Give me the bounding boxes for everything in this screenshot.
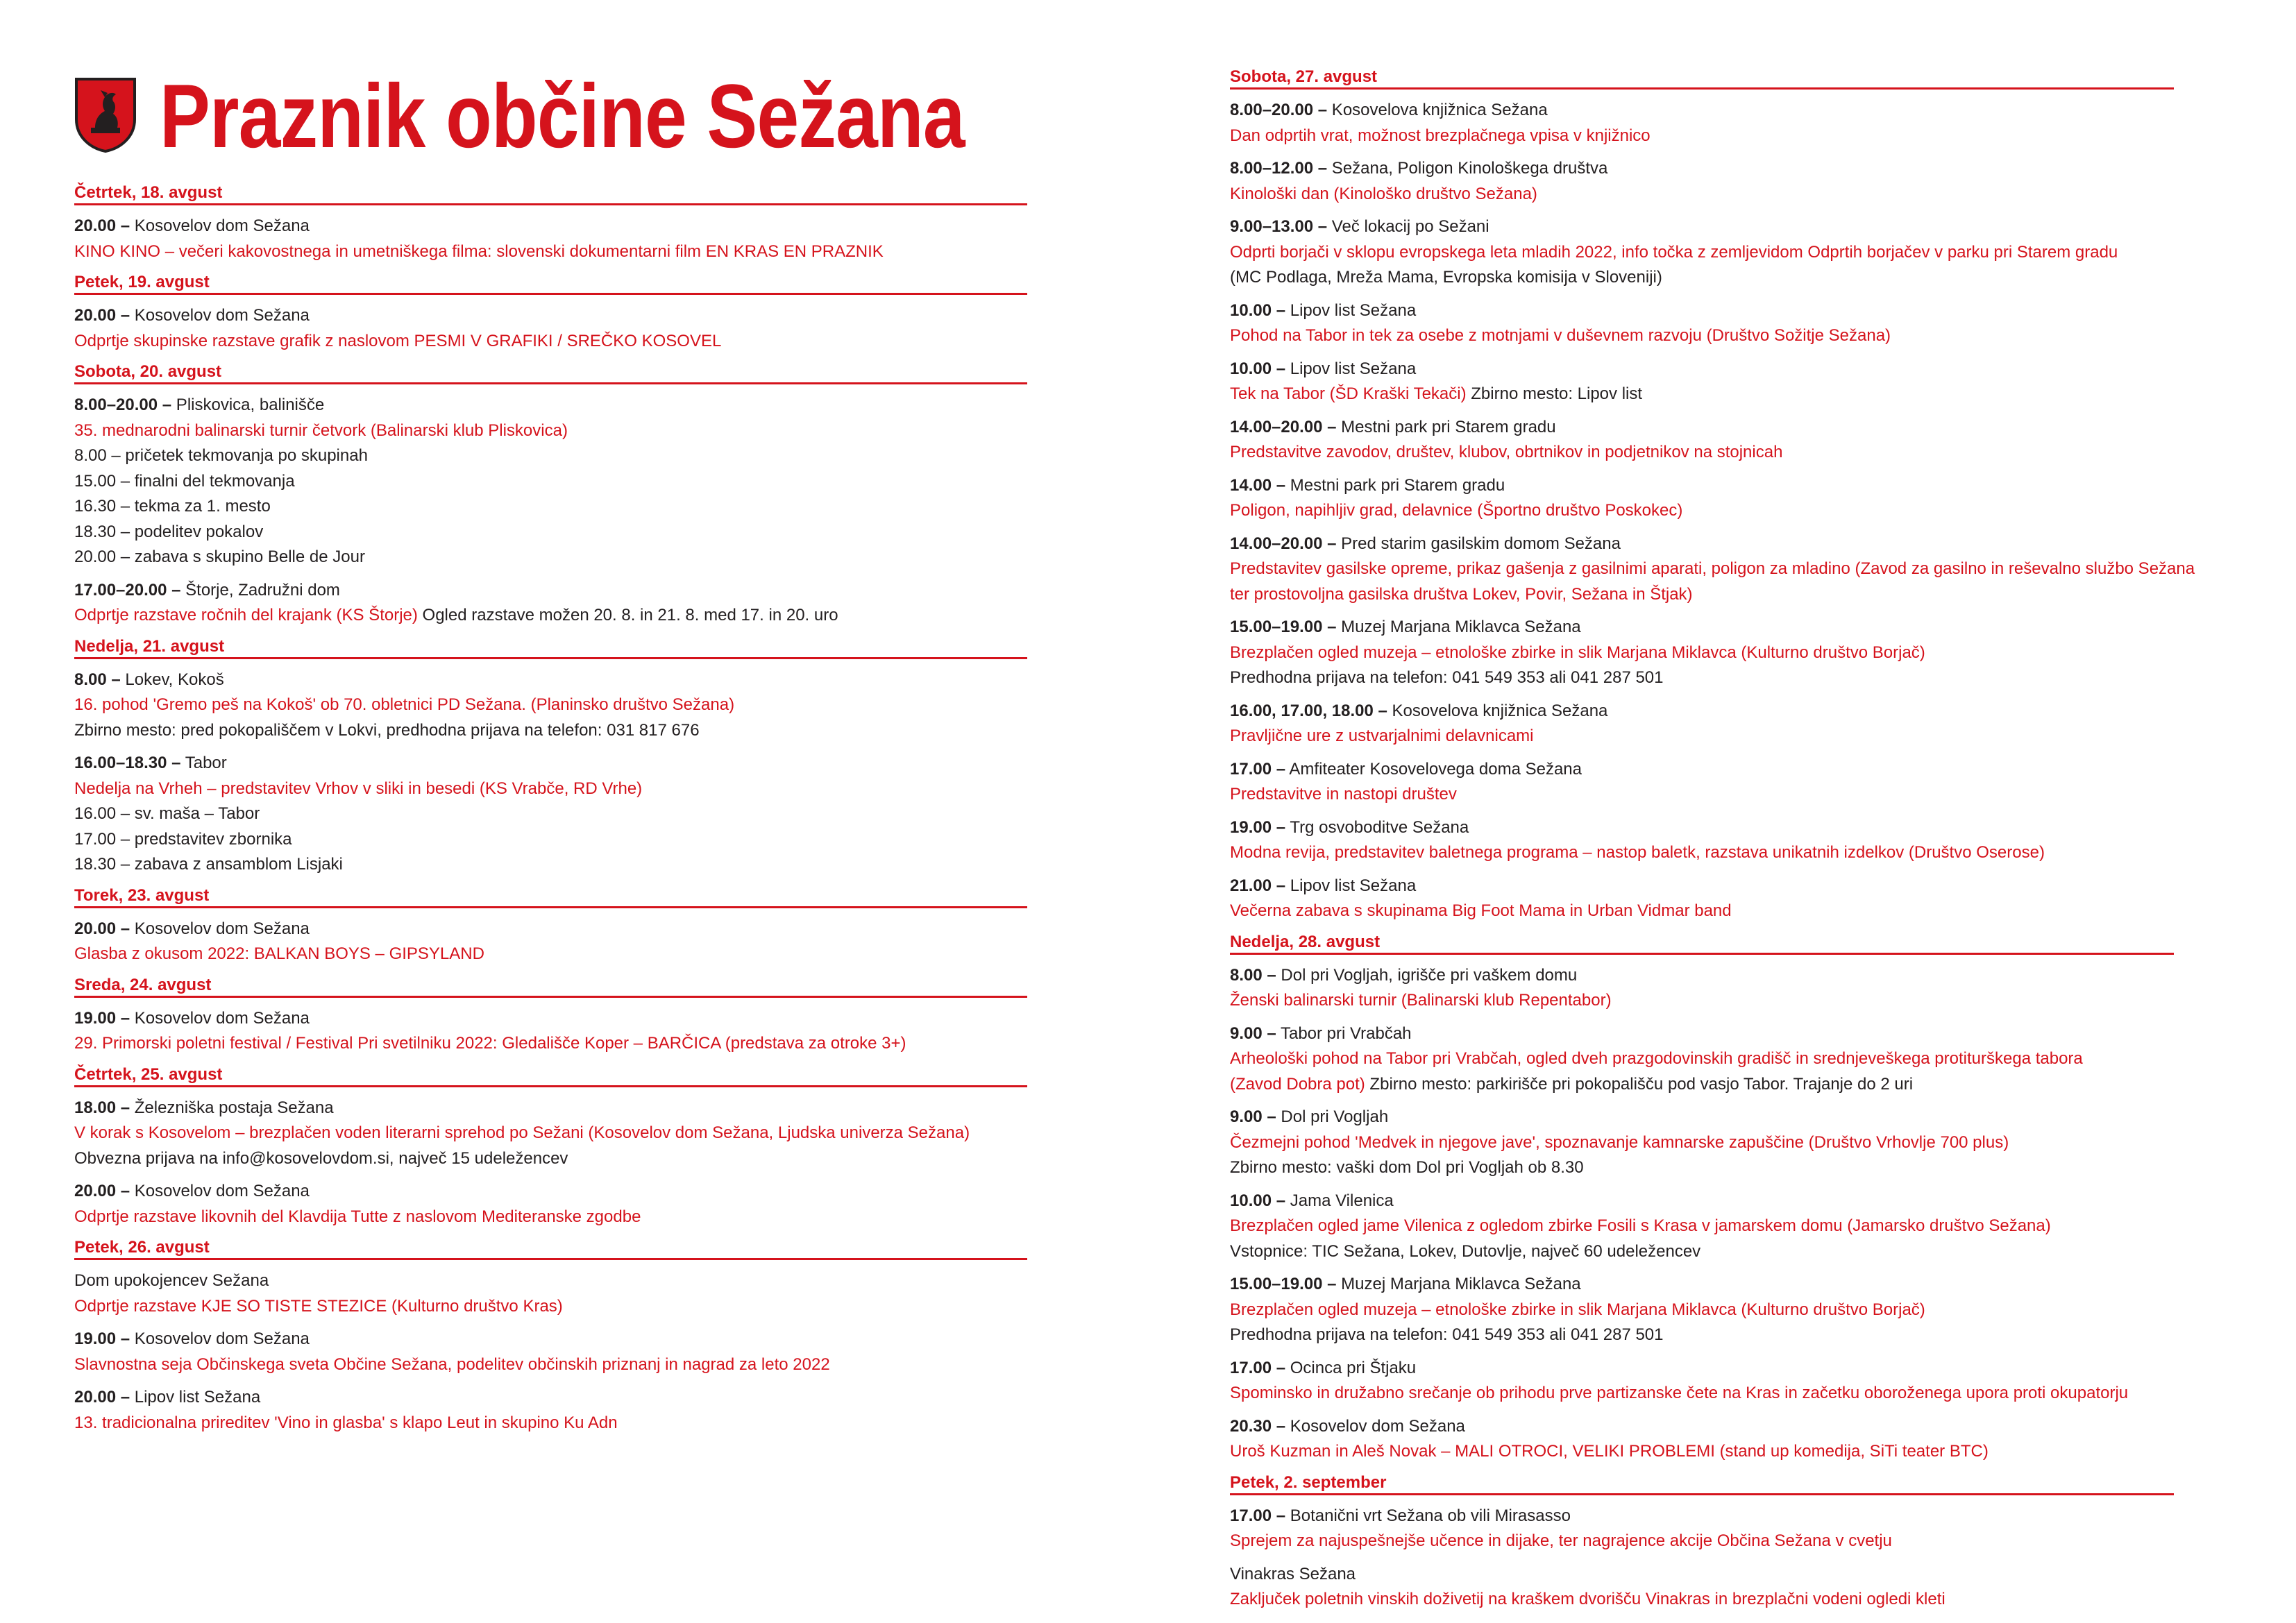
event-item (1230, 615, 2174, 691)
event-place: Kosovelov dom Sežana (130, 1329, 310, 1348)
day-heading: Torek, 23. avgust (74, 885, 1027, 908)
page-header (74, 65, 1046, 167)
event-description (74, 1205, 1027, 1230)
event-time-place (1230, 156, 2174, 182)
event-item (1230, 874, 2174, 924)
event-item (1230, 699, 2174, 749)
event-item (74, 1385, 1027, 1436)
event-text: Odprtje razstave likovnih del Klavdija Tutte z naslovom Mediteranske zgodbe (74, 1207, 641, 1226)
event-note (1230, 265, 2174, 291)
event-place: Tabor (180, 754, 227, 772)
event-text: 8.00 – pričetek tekmovanja po skupinah (74, 446, 368, 465)
event-item (1230, 214, 2174, 291)
event-description (74, 776, 1027, 802)
event-note (74, 494, 1027, 520)
event-time-place (1230, 415, 2174, 441)
event-text: Odprtje razstave KJE SO TISTE STEZICE (Kulturno društvo Kras) (74, 1296, 563, 1316)
event-place: Tabor pri Vrabčah (1276, 1023, 1412, 1043)
event-time: 14.00 – (1230, 475, 1286, 495)
day-section (1230, 932, 2174, 1465)
event-place: Več lokacij po Sežani (1327, 217, 1489, 236)
event-place: Kosovelov dom Sežana (130, 216, 310, 235)
event-description (1230, 582, 2174, 608)
event-note-inline: Zbirno mesto: parkirišče pri pokopališču pod vasjo Tabor. Trajanje do 2 uri (1365, 1074, 1914, 1094)
event-text: Uroš Kuzman in Aleš Novak – MALI OTROCI, VELIKI PROBLEMI (stand up komedija, SiTi teater BTC) (1230, 1442, 1989, 1461)
event-time-place (74, 1096, 1027, 1121)
event-item (74, 578, 1027, 629)
event-text: Arheološki pohod na Tabor pri Vrabčah, ogled dveh prazgodovinskih gradišč in srednjeveškega protiturškega tabora (1230, 1049, 2083, 1068)
event-description (74, 692, 1027, 718)
event-description (1230, 556, 2195, 582)
schedule-left-column (74, 182, 1027, 1443)
event-time-place (1230, 98, 2174, 124)
event-time-place (1230, 1021, 2174, 1047)
event-text: Ženski balinarski turnir (Balinarski klub Repentabor) (1230, 991, 1612, 1010)
event-place: Botanični vrt Sežana ob vili Mirasasso (1285, 1506, 1571, 1525)
day-section (74, 975, 1027, 1057)
event-time: 20.00 – (74, 1388, 130, 1407)
event-item (1230, 1105, 2174, 1181)
event-place: Trg osvoboditve Sežana (1285, 817, 1469, 837)
event-text: Čezmejni pohod 'Medvek in njegove jave', spoznavanje kamnarske zapuščine (Društvo Vrhovlje 700 plus) (1230, 1132, 2009, 1152)
event-time-place (1230, 1189, 2174, 1214)
event-description (74, 239, 1027, 265)
event-description (1230, 1072, 2174, 1098)
event-item (74, 751, 1027, 878)
event-text: Brezplačen ogled jame Vilenica z ogledom zbirke Fosili s Krasa v jamarskem domu (Jamarsko društvo Sežana) (1230, 1216, 2051, 1235)
event-text: Brezplačen ogled muzeja – etnološke zbirke in slik Marjana Miklavca (Kulturno društvo Borjač) (1230, 1300, 1925, 1319)
event-time: 8.00–20.00 – (74, 396, 172, 414)
event-time-place (1230, 1356, 2174, 1382)
event-time: 10.00 – (1230, 359, 1286, 378)
event-note (74, 852, 1027, 878)
event-description (74, 1294, 1027, 1320)
event-time-place (74, 214, 1027, 239)
event-time-place (74, 1327, 1027, 1352)
event-time-place (74, 917, 1027, 942)
event-text: Dan odprtih vrat, možnost brezplačnega vpisa v knjižnico (1230, 126, 1651, 145)
event-item (1230, 1562, 2174, 1613)
event-description (74, 329, 1027, 355)
event-text: Zaključek poletnih vinskih doživetij na kraškem dvorišču Vinakras in brezplačni vodeni ogledi kleti (1230, 1590, 1945, 1608)
event-text: 18.30 – podelitev pokalov (74, 522, 264, 541)
event-time-place (1230, 699, 2174, 724)
event-item (1230, 156, 2174, 207)
event-text: ter prostovoljna gasilska društva Lokev, Povir, Sežana in Štjak) (1230, 584, 1693, 604)
event-time-place (1230, 1504, 2174, 1529)
event-time: 9.00 – (1230, 1023, 1276, 1043)
event-place: Pred starim gasilskim domom Sežana (1336, 534, 1621, 553)
event-note (74, 801, 1027, 827)
event-description (1230, 1439, 2174, 1465)
event-time: 17.00 – (1230, 1506, 1286, 1525)
event-place: Železniška postaja Sežana (130, 1098, 334, 1117)
event-place: Dol pri Vogljah (1276, 1107, 1389, 1126)
event-place: Kosovelov dom Sežana (130, 306, 310, 325)
event-time-place (1230, 1272, 2174, 1298)
event-item (1230, 357, 2174, 407)
event-place: Lipov list Sežana (130, 1388, 261, 1407)
event-description (1230, 899, 2174, 924)
day-heading: Petek, 2. september (1230, 1472, 2174, 1495)
day-heading: Nedelja, 28. avgust (1230, 932, 2174, 955)
event-time-place (1230, 357, 2174, 382)
event-description (1230, 1046, 2174, 1072)
event-text: Zbirno mesto: vaški dom Dol pri Vogljah ob 8.30 (1230, 1158, 1584, 1177)
event-time: 10.00 – (1230, 1191, 1286, 1210)
event-text: Tek na Tabor (ŠD Kraški Tekači) (1230, 384, 1467, 403)
event-text: Predstavitev gasilske opreme, prikaz gašenja z gasilnimi aparati, poligon za mladino (Zavod za gasilno in reševalno službo Sežana (1230, 559, 2195, 578)
day-heading: Sobota, 20. avgust (74, 362, 1027, 384)
event-time-place (1230, 214, 2174, 240)
day-section (74, 1064, 1027, 1230)
event-description (1230, 124, 2174, 149)
event-time: 9.00–13.00 – (1230, 217, 1328, 236)
event-text: Zbirno mesto: pred pokopališčem v Lokvi, predhodna prijava na telefon: 031 817 676 (74, 720, 700, 740)
event-time: 21.00 – (1230, 876, 1286, 895)
page-title: Praznik občine Sežana (160, 65, 965, 167)
event-note (74, 827, 1027, 853)
event-item (1230, 815, 2174, 866)
event-text: 17.00 – predstavitev zbornika (74, 829, 292, 849)
event-time: 16.00–18.30 – (74, 754, 181, 772)
day-heading: Četrtek, 25. avgust (74, 1064, 1027, 1087)
event-note (74, 469, 1027, 495)
event-place: Kosovelov dom Sežana (130, 919, 310, 938)
event-text: V korak s Kosovelom – brezplačen voden literarni sprehod po Sežani (Kosovelov dom Sežana, Ljudska univerza Sežana) (74, 1123, 970, 1142)
event-time: 20.00 – (74, 1182, 130, 1200)
event-text: Modna revija, predstavitev baletnega programa – nastop baletk, razstava unikatnih izdelkov (Društvo Oserose) (1230, 843, 2045, 862)
event-text: Brezplačen ogled muzeja – etnološke zbirke in slik Marjana Miklavca (Kulturno društvo Borjač) (1230, 643, 1925, 662)
event-note-inline: Zbirno mesto: Lipov list (1466, 384, 1643, 403)
event-text: Obvezna prijava na info@kosovelovdom.si, največ 15 udeležencev (74, 1148, 568, 1168)
event-time-place (1230, 615, 2174, 640)
event-note (1230, 665, 2174, 691)
event-note (74, 443, 1027, 469)
day-heading: Petek, 26. avgust (74, 1237, 1027, 1260)
event-time: 17.00 – (1230, 759, 1286, 779)
day-section (74, 1237, 1027, 1436)
event-time: 19.00 – (74, 1329, 130, 1348)
event-time: 14.00–20.00 – (1230, 534, 1337, 553)
event-item (1230, 298, 2174, 349)
event-time-place (74, 578, 1027, 604)
event-text: Večerna zabava s skupinama Big Foot Mama in Urban Vidmar band (1230, 901, 1732, 920)
event-item (1230, 98, 2174, 148)
day-section (74, 885, 1027, 967)
event-text: Nedelja na Vrheh – predstavitev Vrhov v sliki in besedi (KS Vrabče, RD Vrhe) (74, 779, 643, 798)
event-note (74, 545, 1027, 570)
event-place: Lipov list Sežana (1285, 876, 1417, 895)
event-text: (MC Podlaga, Mreža Mama, Evropska komisija v Sloveniji) (1230, 268, 1662, 287)
event-time: 8.00–20.00 – (1230, 101, 1328, 119)
event-text: Predhodna prijava na telefon: 041 549 353 ali 041 287 501 (1230, 668, 1664, 687)
event-description (1230, 440, 2174, 466)
coat-of-arms-icon (74, 76, 137, 153)
event-time-place (74, 1006, 1027, 1032)
day-heading: Petek, 19. avgust (74, 272, 1027, 295)
event-description (74, 418, 1027, 444)
event-text: Poligon, napihljiv grad, delavnice (Športno društvo Poskokec) (1230, 501, 1683, 520)
event-description (1230, 1381, 2174, 1407)
event-item (74, 1327, 1027, 1377)
event-note (74, 520, 1027, 545)
event-item (74, 1179, 1027, 1230)
event-time-place (1230, 298, 2174, 324)
event-time-place (1230, 963, 2174, 989)
event-place: Amfiteater Kosovelovega doma Sežana (1285, 759, 1582, 779)
event-text: 20.00 – zabava s skupino Belle de Jour (74, 547, 365, 566)
event-text: 15.00 – finalni del tekmovanja (74, 471, 295, 491)
event-text: Slavnostna seja Občinskega sveta Občine Sežana, podelitev občinskih priznanj in nagrad za leto 2022 (74, 1354, 830, 1374)
event-place: Ocinca pri Štjaku (1285, 1358, 1417, 1377)
event-note (1230, 1323, 2174, 1348)
event-description (74, 942, 1027, 967)
event-item (1230, 532, 2195, 608)
event-time: 17.00 – (1230, 1358, 1286, 1377)
event-time-place (1230, 473, 2174, 499)
event-note (74, 718, 1027, 744)
event-item (1230, 757, 2174, 808)
event-text: Odprtje skupinske razstave grafik z naslovom PESMI V GRAFIKI / SREČKO KOSOVEL (74, 331, 722, 350)
day-section (74, 636, 1027, 878)
event-description (1230, 323, 2174, 349)
event-time-place (74, 751, 1027, 776)
schedule-right-column (1230, 67, 2195, 1620)
event-item (74, 1268, 1027, 1319)
event-note (74, 1146, 1027, 1172)
event-time-place (1230, 1562, 2174, 1588)
event-description (1230, 182, 2174, 207)
event-time: 19.00 – (74, 1008, 130, 1028)
event-time: 15.00–19.00 – (1230, 1275, 1337, 1293)
event-item (74, 668, 1027, 744)
event-description (1230, 382, 2174, 407)
event-description (74, 1121, 1027, 1146)
event-description (1230, 988, 2174, 1014)
event-item (74, 214, 1027, 264)
event-text: Pravljične ure z ustvarjalnimi delavnicami (1230, 726, 1534, 745)
event-time: 20.00 – (74, 216, 130, 235)
event-place: Lipov list Sežana (1285, 300, 1417, 320)
event-text: KINO KINO – večeri kakovostnega in umetniškega filma: slovenski dokumentarni film EN KRAS EN PRAZNIK (74, 241, 884, 261)
event-description (1230, 724, 2174, 749)
event-description (1230, 1214, 2174, 1239)
day-section (74, 182, 1027, 264)
day-section (74, 272, 1027, 354)
event-description (74, 1352, 1027, 1378)
event-time: 19.00 – (1230, 817, 1286, 837)
event-text: 35. mednarodni balinarski turnir četvork (Balinarski klub Pliskovica) (74, 420, 568, 440)
event-place: Jama Vilenica (1285, 1191, 1394, 1210)
event-item (1230, 1021, 2174, 1098)
event-item (74, 917, 1027, 967)
event-place: Kosovelova knjižnica Sežana (1387, 701, 1608, 720)
event-text: Predstavitve zavodov, društev, klubov, obrtnikov in podjetnikov na stojnicah (1230, 443, 1783, 461)
event-place: Kosovelov dom Sežana (1285, 1416, 1465, 1436)
event-text: Sprejem za najuspešnejše učence in dijake, ter nagrajence akcije Občina Sežana v cvetju (1230, 1531, 1892, 1550)
event-description (1230, 1130, 2174, 1156)
event-time: 14.00–20.00 – (1230, 417, 1337, 436)
event-time: 17.00–20.00 – (74, 580, 181, 600)
event-place: Pliskovica, balinišče (171, 396, 325, 414)
event-description (1230, 1298, 2174, 1323)
day-heading: Četrtek, 18. avgust (74, 182, 1027, 205)
event-time: 20.00 – (74, 919, 130, 938)
event-place: Sežana, Poligon Kinološkega društva (1327, 159, 1608, 178)
event-item (1230, 1272, 2174, 1348)
event-item (1230, 1189, 2174, 1265)
event-description (74, 603, 1027, 629)
event-text: Odprtje razstave ročnih del krajank (KS Štorje) (74, 606, 418, 624)
event-text: Pohod na Tabor in tek za osebe z motnjami v duševnem razvoju (Društvo Sožitje Sežana) (1230, 326, 1891, 345)
event-time: 8.00–12.00 – (1230, 159, 1328, 178)
event-note-inline: Ogled razstave možen 20. 8. in 21. 8. med 17. in 20. uro (417, 606, 838, 624)
event-text: Predstavitve in nastopi društev (1230, 785, 1457, 804)
event-description (1230, 240, 2174, 266)
event-time: 8.00 – (1230, 965, 1276, 985)
event-time-place (74, 393, 1027, 418)
event-text: 18.30 – zabava z ansamblom Lisjaki (74, 855, 343, 874)
event-time: 20.00 – (74, 306, 130, 325)
event-item (1230, 1356, 2174, 1407)
event-time: 9.00 – (1230, 1107, 1276, 1126)
event-time: 16.00, 17.00, 18.00 – (1230, 701, 1387, 720)
event-place: Lokev, Kokoš (120, 670, 224, 689)
event-time: 8.00 – (74, 670, 121, 689)
event-place: Mestni park pri Starem gradu (1285, 475, 1505, 495)
event-item (1230, 1414, 2174, 1465)
event-place: Kosovelov dom Sežana (130, 1008, 310, 1028)
event-time-place (74, 303, 1027, 329)
event-place: Muzej Marjana Miklavca Sežana (1336, 1275, 1581, 1293)
event-item (74, 303, 1027, 354)
event-time-place (74, 668, 1027, 693)
event-item (74, 1006, 1027, 1057)
event-item (1230, 1504, 2174, 1554)
event-text: 13. tradicionalna prireditev 'Vino in glasba' s klapo Leut in skupino Ku Adn (74, 1413, 618, 1432)
event-note (1230, 1239, 2174, 1265)
event-description (1230, 1587, 2174, 1613)
event-text: 16.00 – sv. maša – Tabor (74, 804, 260, 823)
day-heading: Sreda, 24. avgust (74, 975, 1027, 998)
event-place: Dol pri Vogljah, igrišče pri vaškem domu (1276, 965, 1578, 985)
event-text: 29. Primorski poletni festival / Festival Pri svetilniku 2022: Gledališče Koper – BARČICA (predstava za otroke 3+) (74, 1034, 906, 1053)
event-item (1230, 963, 2174, 1014)
event-description (1230, 840, 2174, 866)
event-time: 10.00 – (1230, 300, 1286, 320)
event-item (1230, 415, 2174, 466)
day-heading: Nedelja, 21. avgust (74, 636, 1027, 659)
event-place: Kosovelova knjižnica Sežana (1327, 101, 1548, 119)
event-description (1230, 782, 2174, 808)
day-heading: Sobota, 27. avgust (1230, 67, 2174, 90)
event-item (1230, 473, 2174, 524)
event-item (74, 393, 1027, 570)
event-text: Spominsko in družabno srečanje ob prihodu prve partizanske čete na Kras in začetku oboroženega upora proti okupatorju (1230, 1384, 2129, 1402)
event-time: 20.30 – (1230, 1416, 1286, 1436)
event-place: Lipov list Sežana (1285, 359, 1417, 378)
event-description (74, 1411, 1027, 1436)
event-note (1230, 1155, 2174, 1181)
event-place: Muzej Marjana Miklavca Sežana (1336, 618, 1581, 636)
day-section (1230, 1472, 2174, 1613)
event-text: 16.30 – tekma za 1. mesto (74, 497, 271, 516)
event-time-place (74, 1179, 1027, 1205)
event-time-place (1230, 532, 2174, 557)
event-text: 16. pohod 'Gremo peš na Kokoš' ob 70. obletnici PD Sežana. (Planinsko društvo Sežana) (74, 695, 735, 714)
event-text: Glasba z okusom 2022: BALKAN BOYS – GIPSYLAND (74, 944, 484, 963)
event-description (74, 1031, 1027, 1057)
event-item (74, 1096, 1027, 1172)
event-text: Odprti borjači v sklopu evropskega leta mladih 2022, info točka z zemljevidom Odprtih borjačev v parku pri Starem gradu (1230, 242, 2118, 262)
event-time-place (1230, 1414, 2174, 1440)
event-description (1230, 640, 2174, 666)
event-text: Vstopnice: TIC Sežana, Lokev, Dutovlje, največ 60 udeležencev (1230, 1241, 1701, 1261)
event-place: Dom upokojencev Sežana (74, 1271, 269, 1290)
event-text: Predhodna prijava na telefon: 041 549 353 ali 041 287 501 (1230, 1325, 1664, 1344)
event-place: Štorje, Zadružni dom (180, 580, 340, 600)
day-section (74, 362, 1027, 629)
event-description (1230, 1529, 2174, 1554)
event-time: 18.00 – (74, 1098, 130, 1117)
event-text: (Zavod Dobra pot) (1230, 1074, 1365, 1094)
day-section (1230, 67, 2195, 924)
event-place: Kosovelov dom Sežana (130, 1182, 310, 1200)
event-place: Vinakras Sežana (1230, 1564, 1356, 1583)
event-time-place (1230, 874, 2174, 899)
event-time-place (74, 1385, 1027, 1411)
event-time: 15.00–19.00 – (1230, 618, 1337, 636)
event-time-place (74, 1268, 1027, 1294)
event-description (1230, 498, 2174, 524)
event-time-place (1230, 1105, 2174, 1130)
event-time-place (1230, 815, 2174, 841)
event-place: Mestni park pri Starem gradu (1336, 417, 1556, 436)
event-text: Kinološki dan (Kinološko društvo Sežana) (1230, 184, 1537, 203)
event-time-place (1230, 757, 2174, 783)
